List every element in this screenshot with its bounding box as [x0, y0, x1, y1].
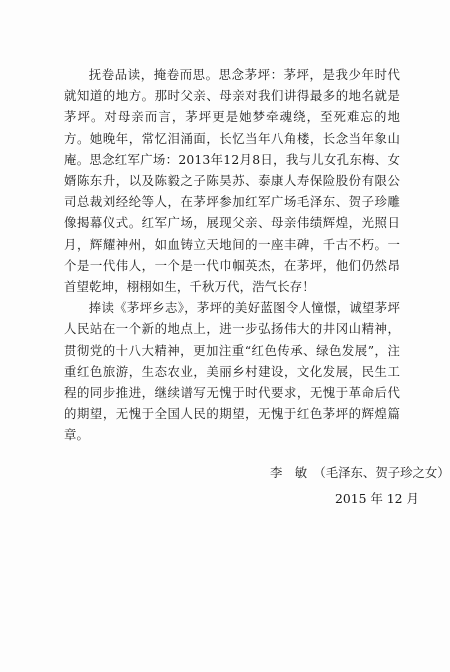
signature-date: 2015 年 12 月	[335, 491, 419, 506]
document-body	[64, 64, 400, 446]
author-signature: 李 敏 （毛泽东、贺子珍之女）	[270, 465, 450, 480]
paragraph-1: 抚卷品读，掩卷而思。思念茅坪：茅坪，是我少年时代就知道的地方。那时父亲、母亲对我们讲得最多的地名就是茅坪。对母亲而言，茅坪更是她梦牵魂绕，至死难忘的地方。她晚年，常忆泪涌面，长忆当年八角楼，长念当年象山庵。思念红军广场：2013年12月8日，我与儿女孔东梅、女婿陈东升，以及陈毅之子陈昊苏、泰康人寿保险股份有限公司总裁刘经纶等人，在茅坪参加红军广场毛泽东、贺子珍雕像揭幕仪式。红军广场，展现父亲、母亲伟绩辉煌，光照日月，辉耀神州，如血铸立天地间的一座丰碑，千古不朽。一个是一代伟人，一个是一代巾帼英杰，在茅坪，他们仍然昂首望乾坤，栩栩如生，千秋万代，浩气长存！	[64, 67, 400, 295]
paragraph-2: 捧读《茅坪乡志》，茅坪的美好蓝图令人憧憬，诚望茅坪人民站在一个新的地点上，进一步弘扬伟大的井冈山精神，贯彻党的十八大精神，更加注重“红色传承、绿色发展”，注重红色旅游，生态农业，美丽乡村建设，文化发展，民生工程的同步推进，继续谱写无愧于时代要求，无愧于革命后代的期望，无愧于全国人民的期望，无愧于红色茅坪的辉煌篇章。	[64, 300, 400, 443]
